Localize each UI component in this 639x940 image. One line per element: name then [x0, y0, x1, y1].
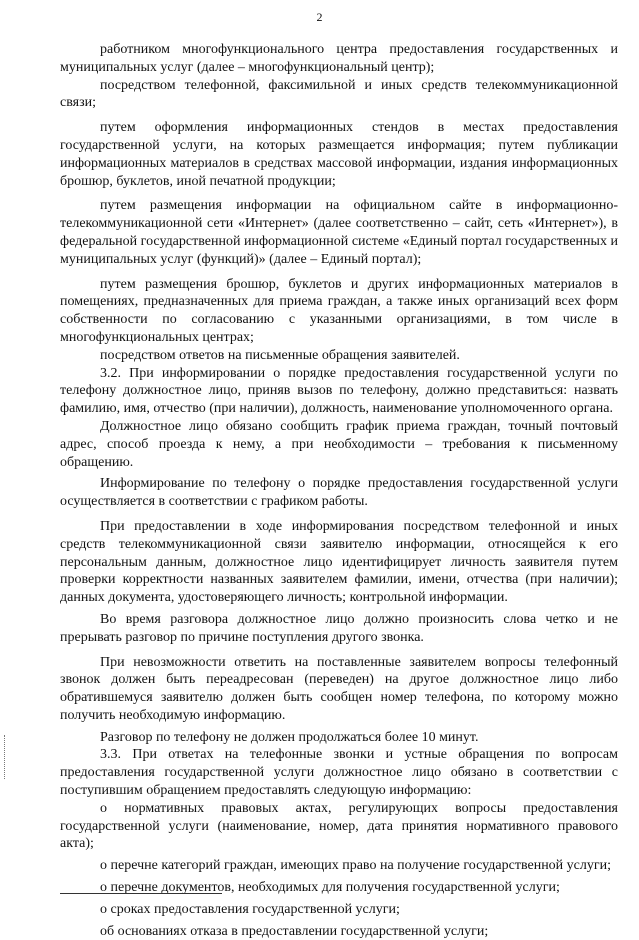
paragraph-16: о перечне категорий граждан, имеющих право на получение государственной услуги; [100, 858, 611, 874]
paragraph-17: о перечне документов, необходимых для получения государственной услуги; [100, 880, 560, 896]
paragraph-1: работником многофункционального центра предоставления государственных и муниципальных услуг (далее – многофункциональный центр); [60, 42, 618, 75]
paragraph-11: Во время разговора должностное лицо должно произносить слова четко и не прерывать разговор по причине поступления другого звонка. [60, 611, 618, 645]
paragraph-19: об основаниях отказа в предоставлении государственной услуги; [100, 923, 489, 939]
page-number: 2 [316, 10, 323, 24]
margin-mark [4, 735, 7, 779]
paragraph-2: посредством телефонной, факсимильной и иных средств телекоммуникационной связи; [60, 77, 618, 111]
paragraph-5: путем размещения брошюр, буклетов и других информационных материалов в помещениях, предназначенных для приема граждан, а также иных организаций всех форм собственности по согласованию с указанными организациями, в том числе в многофункциональных центрах; [60, 276, 618, 345]
paragraph-3: путем оформления информационных стендов в местах предоставления государственной услуги, на которых размещается информация; путем публикации информационных материалов в средствах массовой информации, издания информационных брошюр, буклетов, иной печатной продукции; [60, 120, 618, 189]
paragraph-9: Информирование по телефону о порядке предоставления государственной услуги осуществляется в соответствии с графиком работы. [60, 476, 618, 510]
paragraph-7: 3.2. При информировании о порядке предоставления государственной услуги по телефону должностное лицо, приняв вызов по телефону, должно представиться: назвать фамилию, имя, отчество (при наличии), должность, наименование уполномоченного органа. [60, 365, 618, 417]
paragraph-18: о сроках предоставления государственной услуги; [100, 901, 400, 917]
paragraph-15: о нормативных правовых актах, регулирующих вопросы предоставления государственной услуги (наименование, номер, дата принятия нормативного правового акта); [60, 800, 618, 852]
paragraph-10: При предоставлении в ходе информирования посредством телефонной и иных средств телекоммуникационной связи заявителю информации, относящейся к его персональным данным, должностное лицо идентифицирует личность заявителя путем проверки корректности названных заявителем фамилии, имени, отчества (при наличии); данных документа, удостоверяющего личность; контрольной информации. [60, 518, 618, 606]
footnote-separator [60, 893, 222, 894]
paragraph-13: Разговор по телефону не должен продолжаться более 10 минут. [100, 729, 479, 745]
document-body [60, 41, 618, 940]
paragraph-14: 3.3. При ответах на телефонные звонки и устные обращения по вопросам предоставления государственной услуги должностное лицо обязано в соответствии с поступившим обращением предоставлять следующую информацию: [60, 747, 618, 799]
paragraph-6: посредством ответов на письменные обращения заявителей. [100, 347, 460, 363]
paragraph-8: Должностное лицо обязано сообщить график приема граждан, точный почтовый адрес, способ проезда к нему, а при необходимости – требования к письменному обращению. [60, 418, 618, 470]
paragraph-4: путем размещения информации на официальном сайте в информационно-телекоммуникационной сети «Интернет» (далее соответственно – сайт, сеть «Интернет»), в федеральной государственной информационной системе «Единый портал государственных и муниципальных услуг (функций)» (далее – Единый портал); [60, 198, 618, 267]
paragraph-12: При невозможности ответить на поставленные заявителем вопросы телефонный звонок должен быть переадресован (переведен) на другое должностное лицо либо обратившемуся заявителю должен быть сообщен номер телефона, по которому можно получить необходимую информацию. [60, 654, 618, 723]
